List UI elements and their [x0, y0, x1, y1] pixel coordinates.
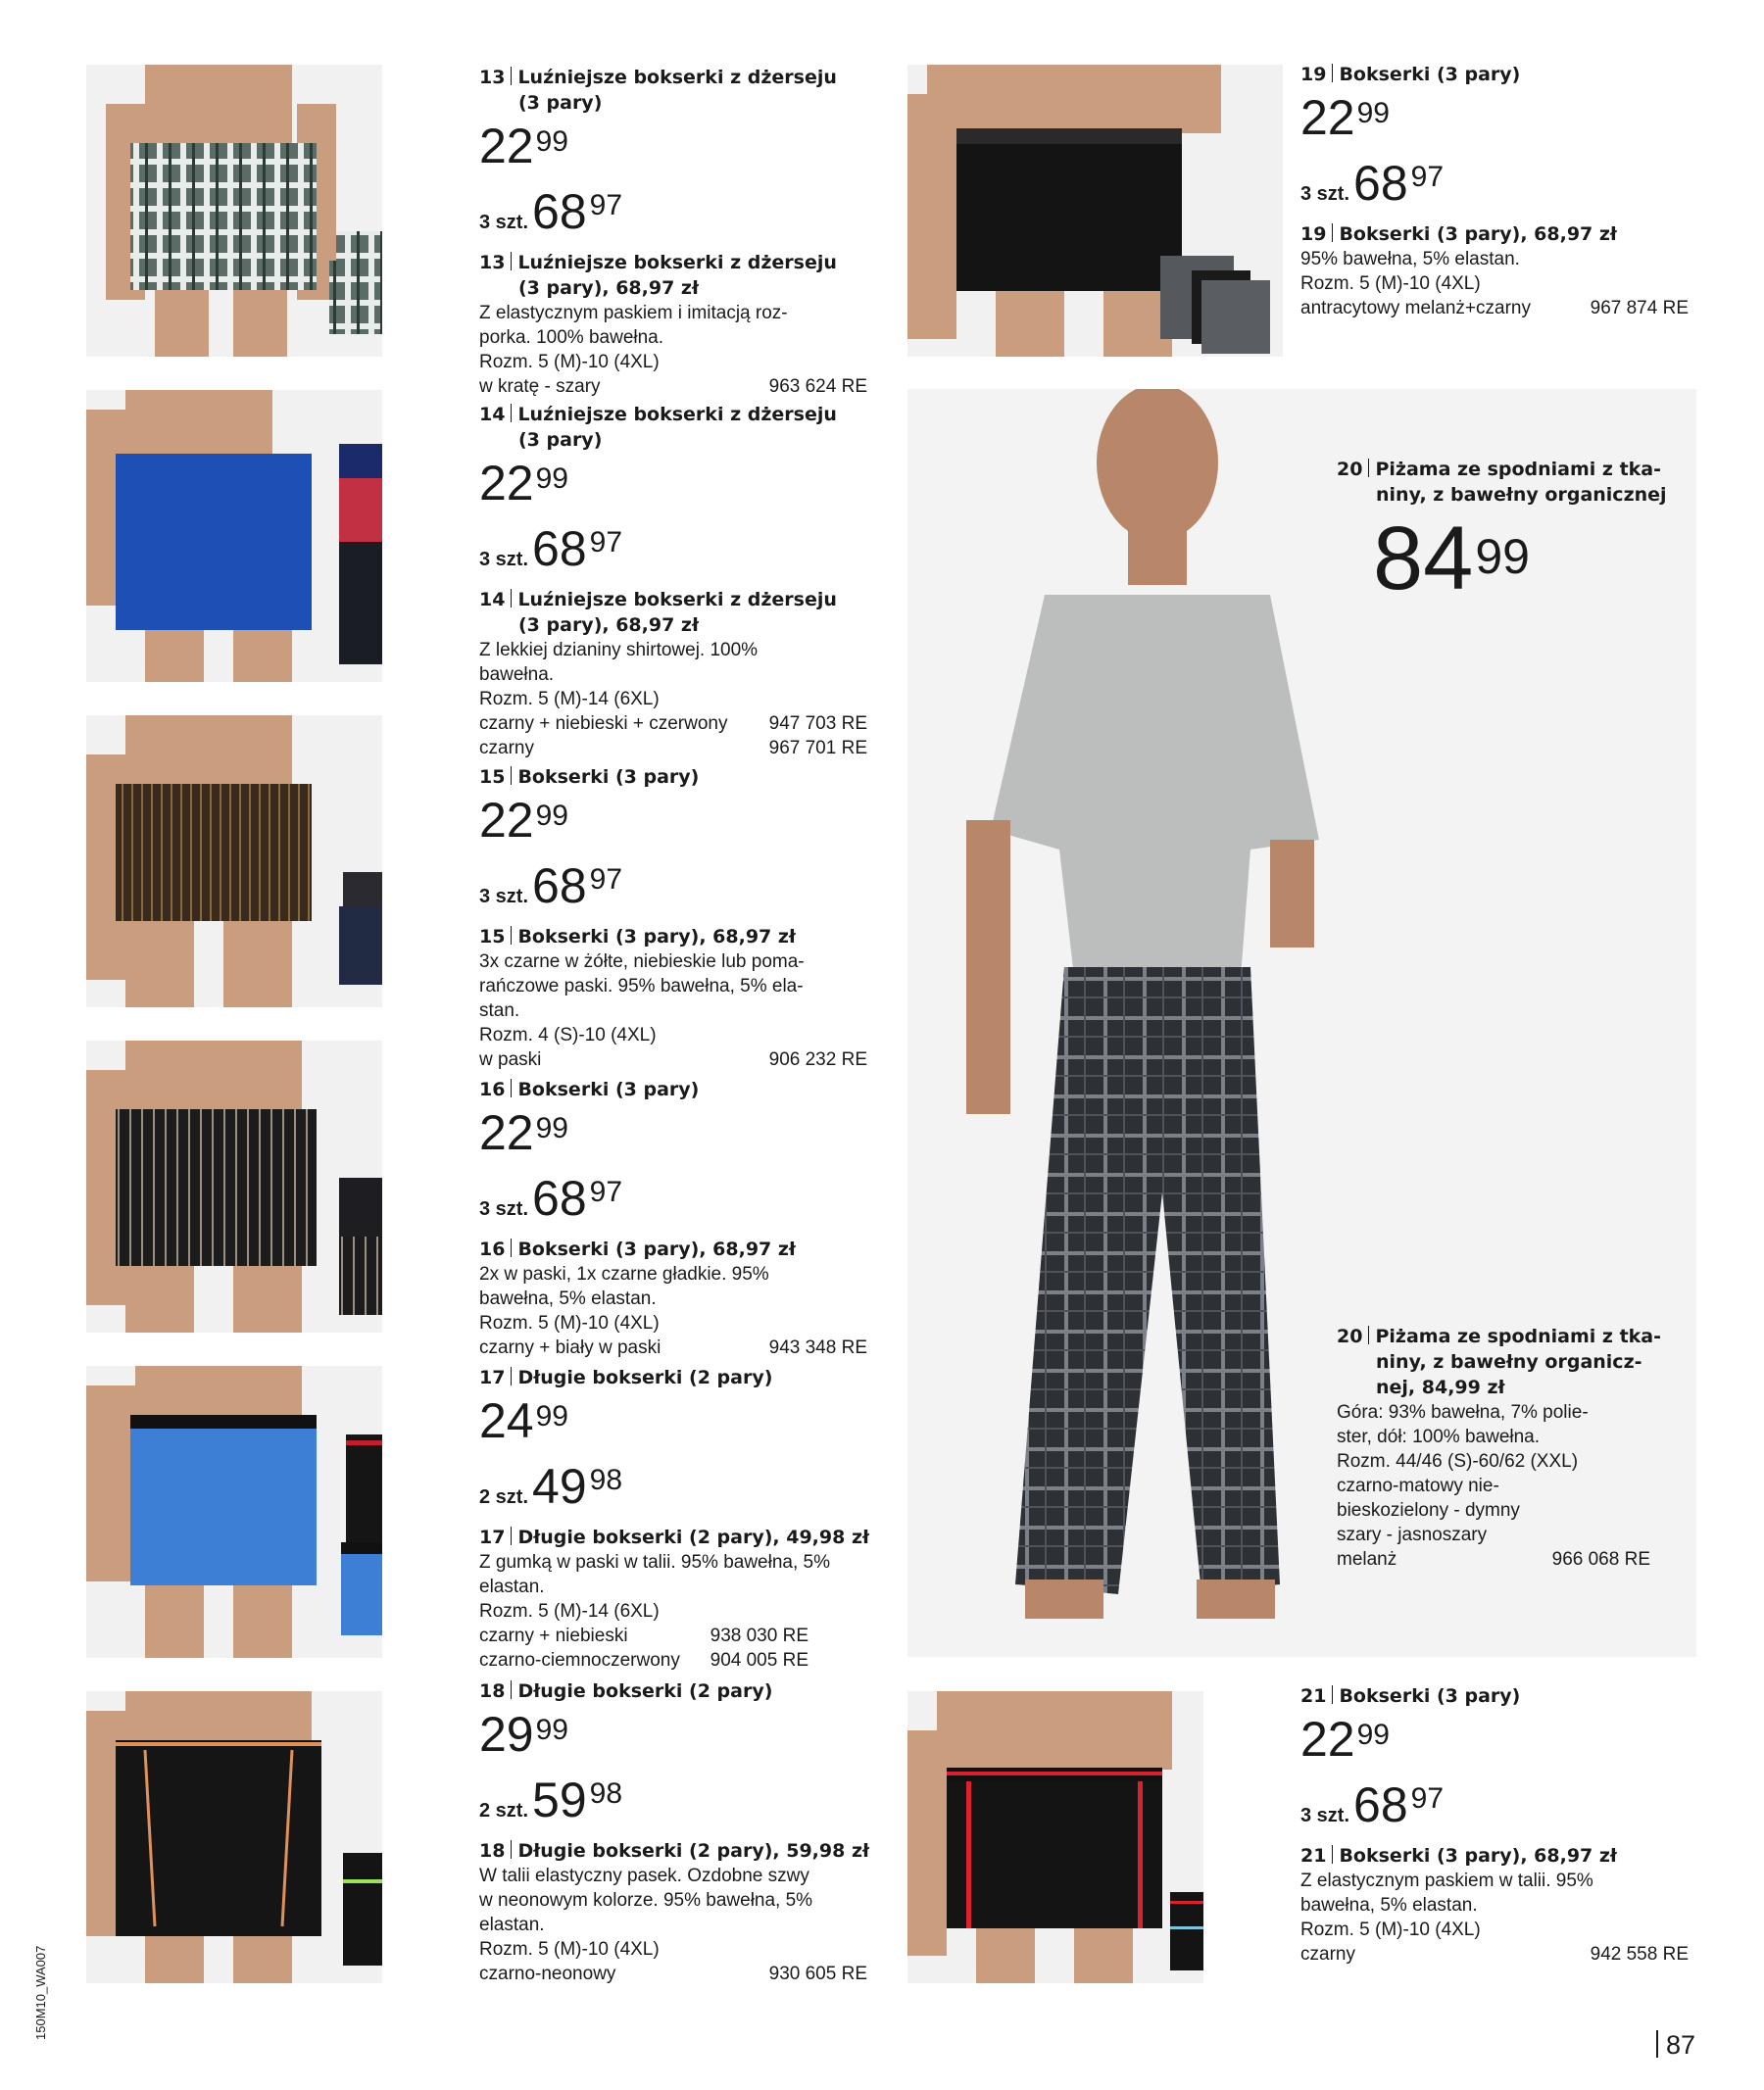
product-desc-title: 15 Bokserki (3 pary), 68,97 zł: [479, 926, 796, 948]
product-15-info: [479, 764, 871, 1072]
product-21-info: [1300, 1683, 1692, 1967]
product-14-info: [479, 402, 871, 760]
product-desc: 3x czarne w żółte, niebieskie lub poma- rańczowe paski. 95% bawełna, 5% ela- stan. Rozm. 4 (S)-10 (4XL) w paski 906 232 RE: [479, 951, 867, 1070]
variant-row: w paski 906 232 RE: [479, 1049, 867, 1070]
product-14-photo: [86, 390, 382, 682]
variant-row: w kratę - szary 963 624 RE: [479, 376, 867, 397]
variant-row: czarny + biały w paski 943 348 RE: [479, 1337, 867, 1358]
product-title: 20 Piżama ze spodniami z tka- niny, z bawełny organicznej: [1337, 459, 1667, 506]
product-desc: Z elastycznym paskiem w talii. 95% bawełna, 5% elastan. Rozm. 5 (M)-10 (4XL) czarny 942 558 RE: [1300, 1871, 1689, 1965]
product-title: 15 Bokserki (3 pary): [479, 766, 700, 788]
price-multi: 3 szt.68 $^{97}$: [479, 858, 623, 913]
product-19-photo: [907, 65, 1283, 357]
product-desc-title: 21 Bokserki (3 pary), 68,97 zł: [1300, 1845, 1617, 1867]
product-title: 13 Luźniejsze bokserki z dżerseju (3 pary): [479, 67, 837, 114]
product-title: 21 Bokserki (3 pary): [1300, 1685, 1521, 1707]
product-desc-title: 20 Piżama ze spodniami z tka- niny, z bawełny organicz- nej, 84,99 zł: [1337, 1326, 1662, 1398]
price-single: $22^{99}$: [479, 119, 568, 173]
product-desc-title: 17 Długie bokserki (2 pary), 49,98 zł: [479, 1527, 870, 1548]
product-18-photo: [86, 1691, 382, 1983]
price-single: $22^{99}$: [479, 1105, 568, 1160]
price-multi: 3 szt.68 $^{97}$: [1300, 1777, 1445, 1832]
price-single: $22^{99}$: [1300, 1712, 1390, 1767]
price-single: $22^{99}$: [1300, 90, 1390, 145]
page-number-bar: [1656, 2030, 1658, 2058]
product-desc: 95% bawełna, 5% elastan. Rozm. 5 (M)-10 (4XL) antracytowy melanż+czarny 967 874 RE: [1300, 249, 1689, 318]
product-desc-title: 16 Bokserki (3 pary), 68,97 zł: [479, 1239, 796, 1260]
product-desc-title: 19 Bokserki (3 pary), 68,97 zł: [1300, 223, 1617, 245]
variant-row: czarny 967 701 RE: [479, 738, 867, 758]
product-desc: W talii elastyczny pasek. Ozdobne szwy w neonowym kolorze. 95% bawełna, 5% elastan. Rozm. 5 (M)-10 (4XL) czarno-neonowy 930 605 RE: [479, 1866, 867, 1984]
product-18-info: [479, 1678, 871, 1986]
price-multi: 3 szt.68 $^{97}$: [479, 184, 623, 239]
price-single: $22^{99}$: [479, 456, 568, 510]
product-title: 14 Luźniejsze bokserki z dżerseju (3 pary): [479, 404, 837, 451]
price-multi: 2 szt.49 $^{98}$: [479, 1459, 623, 1514]
price-single: $22^{99}$: [479, 793, 568, 848]
side-code: 150M10_WA007: [33, 1945, 48, 2040]
variant-row: melanż 966 068 RE: [1337, 1549, 1650, 1570]
product-desc-title: 13 Luźniejsze bokserki z dżerseju (3 pary), 68,97 zł: [479, 252, 837, 299]
product-title: 18 Długie bokserki (2 pary): [479, 1680, 773, 1702]
price-single: $24^{99}$: [479, 1393, 568, 1448]
price-single: $84^{99}$: [1373, 509, 1530, 608]
variant-row: czarny 942 558 RE: [1300, 1944, 1689, 1965]
product-title: 19 Bokserki (3 pary): [1300, 64, 1521, 85]
price-multi: 2 szt.59 $^{98}$: [479, 1773, 623, 1827]
product-title: 17 Długie bokserki (2 pary): [479, 1367, 773, 1388]
price-multi: 3 szt.68 $^{97}$: [479, 521, 623, 576]
product-17-info: [479, 1365, 871, 1673]
variant-row: czarny + niebieski 938 030 RE: [479, 1626, 808, 1646]
product-15-photo: [86, 715, 382, 1007]
variant-row: antracytowy melanż+czarny 967 874 RE: [1300, 298, 1689, 318]
variant-row: czarny + niebieski + czerwony 947 703 RE: [479, 713, 867, 734]
product-21-photo: [907, 1691, 1203, 1983]
price-multi: 3 szt.68 $^{97}$: [479, 1171, 623, 1226]
product-16-photo: [86, 1041, 382, 1333]
variant-row: czarno-ciemnoczerwony 904 005 RE: [479, 1650, 808, 1671]
product-desc: Góra: 93% bawełna, 7% polie- ster, dół: 100% bawełna. Rozm. 44/46 (S)-60/62 (XXL) czarno-matowy nie- bieskozielony - dymny szary - jasnoszary melanż 966 068 RE: [1337, 1402, 1650, 1570]
price-single: $29^{99}$: [479, 1707, 568, 1762]
product-desc: Z lekkiej dzianiny shirtowej. 100% bawełna. Rozm. 5 (M)-14 (6XL) czarny + niebieski + czerwony 947 703 RE czarny 967 701 RE: [479, 640, 867, 758]
product-16-info: [479, 1077, 871, 1360]
product-13-info: [479, 65, 871, 399]
product-13-photo: [86, 65, 382, 357]
product-20-info: [1337, 1324, 1662, 1572]
product-desc-title: 18 Długie bokserki (2 pary), 59,98 zł: [479, 1840, 870, 1862]
variant-row: czarno-neonowy 930 605 RE: [479, 1964, 867, 1984]
product-19-info: [1300, 62, 1692, 320]
product-desc-title: 14 Luźniejsze bokserki z dżerseju (3 pary), 68,97 zł: [479, 589, 837, 636]
product-17-photo: [86, 1366, 382, 1658]
price-multi: 3 szt.68 $^{97}$: [1300, 156, 1445, 211]
product-desc: Z elastycznym paskiem i imitacją roz- porka. 100% bawełna. Rozm. 5 (M)-10 (4XL) w kratę - szary 963 624 RE: [479, 303, 867, 397]
product-desc: 2x w paski, 1x czarne gładkie. 95% bawełna, 5% elastan. Rozm. 5 (M)-10 (4XL) czarny + biały w paski 943 348 RE: [479, 1264, 867, 1358]
product-20-header: [1337, 457, 1670, 608]
product-desc: Z gumką w paski w talii. 95% bawełna, 5% elastan. Rozm. 5 (M)-14 (6XL) czarny + niebieski 938 030 RE czarno-ciemnoczerwony 904 005 RE: [479, 1552, 830, 1671]
product-title: 16 Bokserki (3 pary): [479, 1079, 700, 1100]
page-number: 87: [1656, 2030, 1695, 2061]
